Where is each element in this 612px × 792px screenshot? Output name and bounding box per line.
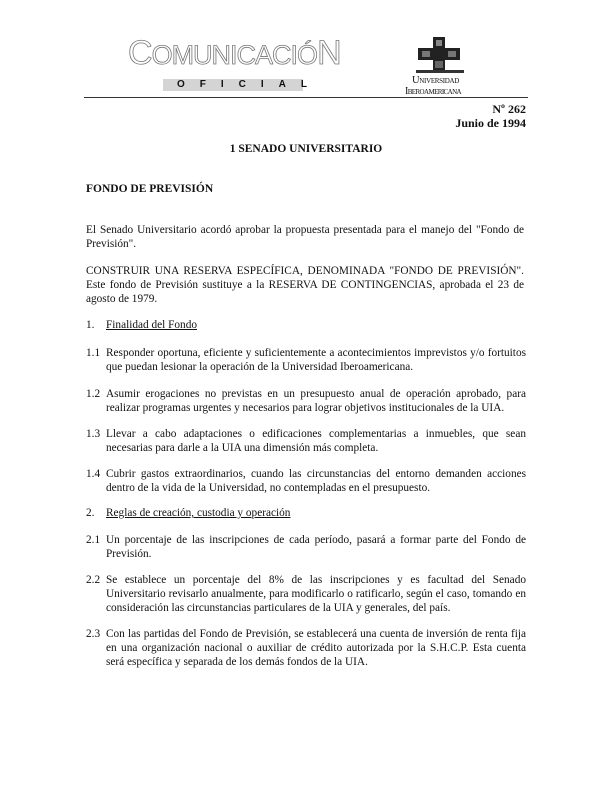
list-item — [86, 627, 526, 669]
section-heading-text: Finalidad del Fondo — [106, 319, 197, 331]
issue-date: Junio de 1994 — [455, 116, 526, 130]
section-heading-1 — [86, 318, 197, 332]
item-number: 1.1 — [86, 347, 101, 359]
intro-paragraph: CONSTRUIR UNA RESERVA ESPECÍFICA, DENOMINADA "FONDO DE PREVISIÓN". Este fondo de Previsión sustituye a la RESERVA DE CONTINGENCIAS, aprobada el 23 de agosto de 1979. — [86, 265, 524, 305]
logo-title-middle: OMUNICACIÓ — [151, 40, 318, 70]
header-divider — [84, 97, 528, 98]
item-text: Llevar a cabo adaptaciones o edificaciones complementarias a inmuebles, que sean necesarias para darle a la UIA una dimensión más completa. — [106, 428, 526, 454]
item-number: 2.1 — [86, 534, 101, 546]
item-number: 1.2 — [86, 388, 101, 400]
section-title: 1 SENADO UNIVERSITARIO — [229, 143, 383, 155]
document-heading: FONDO DE PREVISIÓN — [86, 183, 214, 195]
intro-paragraph: El Senado Universitario acordó aprobar la propuesta presentada para el manejo del "Fondo de Previsión". — [86, 224, 524, 250]
item-text: Un porcentaje de las inscripciones de cada período, pasará a formar parte del Fondo de Previsión. — [106, 534, 526, 560]
section-number: 1. — [86, 319, 95, 331]
item-text: Asumir erogaciones no previstas en un presupuesto anual de operación aprobado, para realizar programas urgentes y necesarios para lograr objetivos institucionales de la UIA. — [106, 388, 526, 414]
newsletter-logo-subtitle: OFICIAL — [163, 79, 303, 91]
section-heading-text: Reglas de creación, custodia y operación — [106, 507, 291, 519]
item-text: Con las partidas del Fondo de Previsión, se establecerá una cuenta de inversión de renta fija en una organización nacional o auxiliar de crédito autorizada por la S.H.C.P. Esta cuenta será específica y separada de los demás fondos de la UIA. — [106, 628, 526, 668]
list-item — [86, 387, 526, 415]
list-item — [86, 427, 526, 455]
university-name-line2: Iberoamericana — [405, 86, 461, 97]
university-name-line1: Universidad — [412, 75, 460, 86]
list-item — [86, 467, 526, 495]
newsletter-logo-title — [128, 36, 341, 70]
item-text: Se establece un porcentaje del 8% de las inscripciones y es facultad del Senado Universitario revisarlo anualmente, para modificarlo o ratificarlo, según el caso, tomando en consideración las circunstancias particulares de la UIA y generales, del país. — [106, 574, 526, 614]
item-text: Cubrir gastos extraordinarios, cuando las circunstancias del entorno demanden acciones dentro de la vida de la Universidad, no contempladas en el presupuesto. — [106, 468, 526, 494]
item-number: 1.4 — [86, 468, 101, 480]
emblem-motto-bar — [416, 70, 464, 73]
item-number: 2.3 — [86, 628, 101, 640]
logo-title-final: N — [317, 34, 341, 72]
list-item — [86, 346, 526, 374]
list-item — [86, 573, 526, 615]
item-text: Responder oportuna, eficiente y suficientemente a acontecimientos imprevistos y/o fortuitos que puedan lesionar la operación de la Universidad Iberoamericana. — [106, 347, 526, 373]
university-emblem-icon — [416, 37, 462, 71]
issue-number: Nº 262 — [492, 102, 526, 116]
item-number: 2.2 — [86, 574, 101, 586]
logo-title-initial: C — [128, 34, 152, 72]
section-heading-2 — [86, 506, 290, 520]
section-number: 2. — [86, 507, 95, 519]
item-number: 1.3 — [86, 428, 101, 440]
list-item — [86, 533, 526, 561]
